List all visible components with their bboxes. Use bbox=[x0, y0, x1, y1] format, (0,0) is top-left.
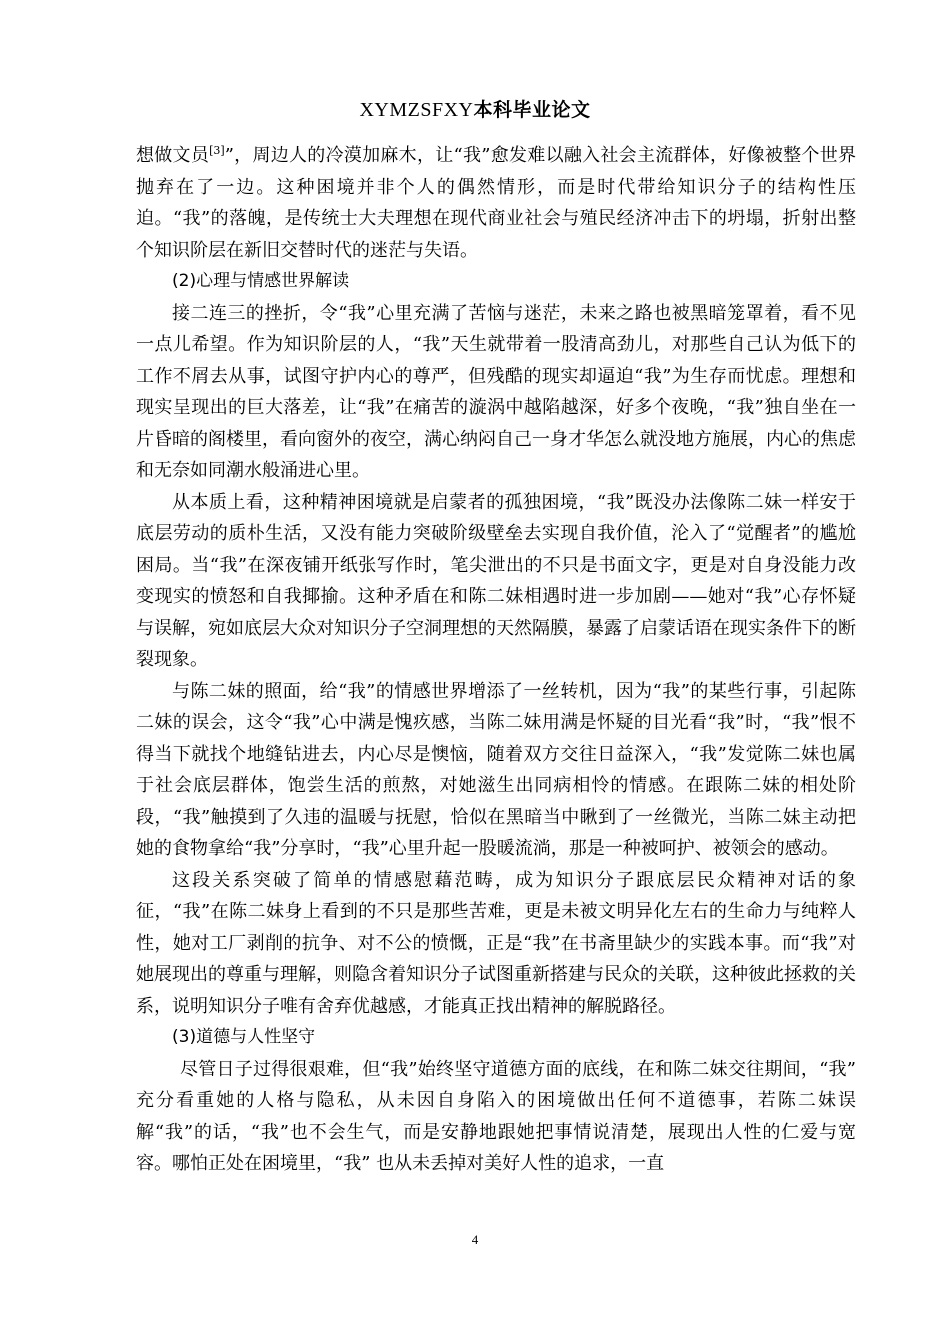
paragraph-2: 接二连三的挫折，令“我”心里充满了苦恼与迷茫，未来之路也被黑暗笼罩着，看不见一点儿希望。作为知识阶层的人，“我”天生就带着一股清高劲儿，对那些自己认为低下的工作不屑去从事，试图守护内心的尊严，但残酷的现实却逼迫“我”为生存而忧虑。理想和现实呈现出的巨大落差，让“我”在痛苦的漩涡中越陷越深，好多个夜晚，“我”独自坐在一片昏暗的阁楼里，看向窗外的夜空，满心纳闷自己一身才华怎么就没地方施展，内心的焦虑和无奈如同潮水般涌进心里。 bbox=[136, 302, 856, 481]
page-header bbox=[0, 95, 950, 122]
body-text bbox=[136, 140, 856, 1180]
paragraph-1-start: 想做文员 bbox=[136, 145, 210, 166]
paragraph-4: 与陈二妹的照面，给“我”的情感世界增添了一丝转机，因为“我”的某些行事，引起陈二妹的误会，这令“我”心中满是愧疚感，当陈二妹用满是怀疑的目光看“我”时，“我”恨不得当下就找个地缝钻进去，内心尽是懊恼，随着双方交往日益深入，“我”发觉陈二妹也属于社会底层群体，饱尝生活的煎熬，对她滋生出同病相怜的情感。在跟陈二妹的相处阶段，“我”触摸到了久违的温暖与抚慰，恰似在黑暗当中瞅到了一丝微光，当陈二妹主动把她的食物拿给“我”分享时，“我”心里升起一股暖流淌，那是一种被呵护、被领会的感动。 bbox=[136, 680, 856, 859]
paragraph-1 bbox=[136, 140, 856, 266]
paragraph-5: 这段关系突破了简单的情感慰藉范畴，成为知识分子跟底层民众精神对话的象征，“我”在陈二妹身上看到的不只是那些苦难，更是未被文明异化左右的生命力与纯粹人性，她对工厂剥削的抗争、对不公的愤慨，正是“我”在书斋里缺少的实践本事。而“我”对她展现出的尊重与理解，则隐含着知识分子试图重新搭建与民众的关联，这种彼此拯救的关系，说明知识分子唯有舍弃优越感，才能真正找出精神的解脱路径。 bbox=[136, 869, 856, 1017]
page-number: 4 bbox=[471, 1232, 479, 1247]
paragraph-6: 尽管日子过得很艰难，但“我”始终坚守道德方面的底线，在和陈二妹交往期间，“我” 充分看重她的人格与隐私，从未因自身陷入的困境做出任何不道德事，若陈二妹误解“我”的话，“我”也不会生气，而是安静地跟她把事情说清楚，展现出人性的仁爱与宽容。哪怕正处在困境里，“我” 也从未丢掉对美好人性的追求，一直 bbox=[136, 1058, 856, 1174]
paragraph-3: 从本质上看，这种精神困境就是启蒙者的孤独困境，“我”既没办法像陈二妹一样安于底层劳动的质朴生活，又没有能力突破阶级壁垒去实现自我价值，沦入了“觉醒者”的尴尬困局。当“我”在深夜铺开纸张写作时，笔尖泄出的不只是书面文字，更是对自身没能力改变现实的愤怒和自我揶揄。这种矛盾在和陈二妹相遇时进一步加剧——她对“我”心存怀疑与误解，宛如底层大众对知识分子空洞理想的天然隔膜，暴露了启蒙话语在现实条件下的断裂现象。 bbox=[136, 491, 856, 670]
header-school-code: XYMZSFXY bbox=[359, 99, 474, 121]
citation-ref: [3] bbox=[209, 144, 225, 157]
section-heading-2: (2)心理与情感世界解读 bbox=[172, 271, 350, 291]
section-heading-3: (3)道德与人性坚守 bbox=[172, 1027, 316, 1047]
paragraph-1-rest: ”，周边人的冷漠加麻木，让“我”愈发难以融入社会主流群体，好像被整个世界抛弃在了一边。这种困境并非个人的偶然情形，而是时代带给知识分子的结构性压迫。“我”的落魄，是传统士大夫理想在现代商业社会与殖民经济冲击下的坍塌，折射出整个知识阶层在新旧交替时代的迷茫与失语。 bbox=[136, 145, 856, 261]
header-title: 本科毕业论文 bbox=[473, 99, 591, 121]
